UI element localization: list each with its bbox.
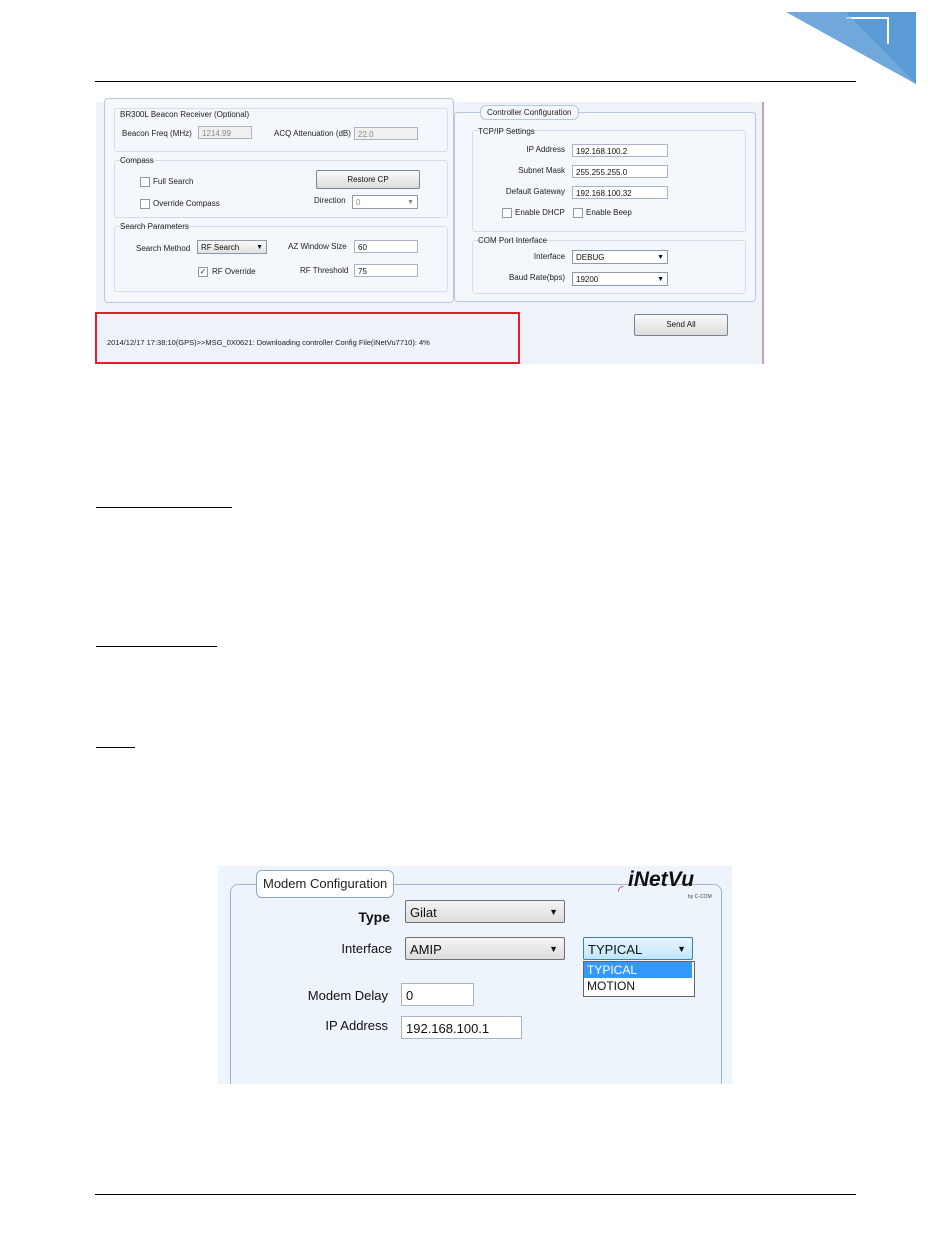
interface-select[interactable] [405, 937, 565, 960]
direction-select[interactable] [352, 195, 418, 209]
subnet-mask-label: Subnet Mask [518, 166, 565, 175]
subnet-mask-field[interactable]: 255.255.255.0 [572, 165, 668, 178]
com-port-label: COM Port Interface [478, 236, 547, 245]
chevron-down-icon: ▼ [677, 944, 686, 954]
interface-label: Interface [533, 252, 565, 261]
mode-value: TYPICAL [588, 942, 643, 957]
logo-swoosh-icon: ◜ [618, 882, 624, 898]
logo-subtext: by C-COM [688, 894, 712, 900]
interface-value: DEBUG [576, 253, 605, 262]
chevron-down-icon: ▼ [657, 254, 664, 261]
acq-attenuation-label: ACQ Attenuation (dB) [274, 129, 351, 138]
interface-select[interactable] [572, 250, 668, 264]
compass-group [114, 160, 448, 218]
enable-beep-checkbox[interactable] [573, 208, 583, 218]
override-compass-checkbox[interactable] [140, 199, 150, 209]
baud-rate-select[interactable] [572, 272, 668, 286]
rf-override-label: RF Override [212, 267, 256, 276]
search-method-select[interactable] [197, 240, 267, 254]
modem-delay-field[interactable]: 0 [401, 983, 474, 1006]
search-method-value: RF Search [201, 243, 240, 252]
enable-dhcp-checkbox[interactable] [502, 208, 512, 218]
send-all-button[interactable]: Send All [634, 314, 728, 336]
acq-attenuation-field[interactable]: 22.0 [354, 127, 418, 140]
ip-address-label: IP Address [325, 1018, 388, 1033]
ip-address-field[interactable]: 192.168.100.2 [572, 144, 668, 157]
direction-label: Direction [314, 196, 346, 205]
az-window-label: AZ Window Size [288, 242, 347, 251]
default-gateway-field[interactable]: 192.168.100.32 [572, 186, 668, 199]
status-highlight-box [95, 312, 520, 364]
rf-threshold-field[interactable]: 75 [354, 264, 418, 277]
beacon-freq-field[interactable]: 1214.99 [198, 126, 252, 139]
chevron-down-icon: ▼ [407, 199, 414, 206]
mode-option-motion[interactable]: MOTION [587, 979, 635, 993]
az-window-field[interactable]: 60 [354, 240, 418, 253]
direction-value: 0 [356, 198, 361, 207]
status-message: 2014/12/17 17:38:10(GPS)>>MSG_0X0621: Downloading controller Config File(iNetVu7710): 4% [107, 338, 430, 347]
rf-override-checkbox[interactable]: ✓ [199, 267, 207, 276]
restore-cp-button[interactable]: Restore CP [316, 170, 420, 189]
interface-label: Interface [341, 941, 392, 956]
footer-rule [95, 1194, 856, 1195]
heading-underline-3 [96, 747, 135, 748]
chevron-down-icon: ▼ [657, 276, 664, 283]
modem-configuration-title: Modem Configuration [256, 870, 394, 898]
default-gateway-label: Default Gateway [505, 187, 565, 196]
logo-text: iNetVu [628, 868, 695, 891]
modem-configuration-screenshot [218, 866, 732, 1084]
modem-delay-label: Modem Delay [307, 988, 388, 1003]
tcpip-label: TCP/IP Settings [478, 127, 535, 136]
ip-address-field[interactable]: 192.168.100.1 [401, 1016, 522, 1039]
mode-dropdown-list [583, 961, 695, 997]
type-select[interactable] [405, 900, 565, 923]
baud-rate-value: 19200 [576, 275, 599, 284]
mode-option-typical[interactable]: TYPICAL [584, 962, 692, 978]
chevron-down-icon: ▼ [549, 907, 558, 917]
baud-rate-label: Baud Rate(bps) [508, 273, 565, 282]
page-corner-accent [786, 10, 918, 86]
ip-address-label: IP Address [526, 145, 565, 154]
heading-underline-1 [96, 507, 232, 508]
chevron-down-icon: ▼ [256, 244, 263, 251]
full-search-label: Full Search [153, 177, 194, 186]
interface-value: AMIP [410, 942, 442, 957]
chevron-down-icon: ▼ [549, 944, 558, 954]
heading-underline-2 [96, 646, 217, 647]
beacon-group-label: BR300L Beacon Receiver (Optional) [120, 110, 250, 119]
controller-configuration-title: Controller Configuration [480, 105, 579, 120]
compass-group-label: Compass [120, 156, 154, 165]
full-search-checkbox[interactable] [140, 177, 150, 187]
enable-dhcp-label: Enable DHCP [515, 208, 565, 217]
beacon-freq-label: Beacon Freq (MHz) [122, 129, 192, 138]
enable-beep-label: Enable Beep [586, 208, 632, 217]
type-value: Gilat [410, 905, 437, 920]
type-label: Type [358, 909, 390, 925]
search-parameters-group [114, 226, 448, 292]
override-compass-label: Override Compass [153, 199, 220, 208]
mode-select[interactable] [583, 937, 693, 960]
header-rule [95, 81, 856, 82]
rf-threshold-label: RF Threshold [300, 266, 349, 275]
search-method-label: Search Method [136, 244, 191, 253]
search-parameters-label: Search Parameters [120, 222, 189, 231]
inetvu-logo [618, 868, 724, 904]
